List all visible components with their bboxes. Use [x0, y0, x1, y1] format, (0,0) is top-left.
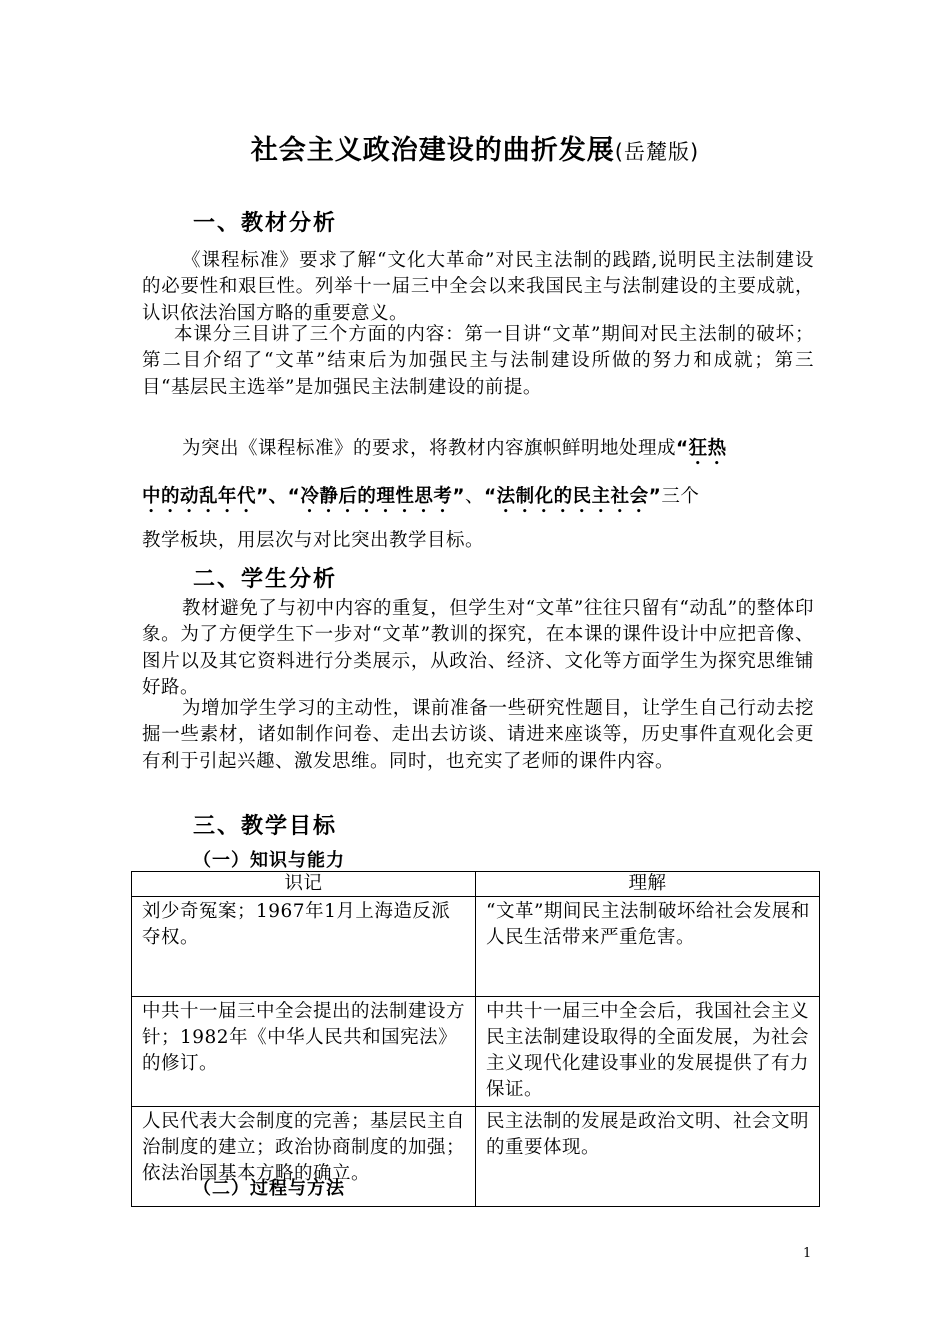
title-main: 社会主义政治建设的曲折发展 — [250, 135, 615, 166]
table-row — [132, 897, 820, 997]
section-heading-students: 二、学生分析 — [193, 567, 338, 592]
materials-paragraph-3-line-2 — [142, 482, 699, 517]
materials-paragraph-3-line-1 — [182, 434, 727, 469]
table-header-memorize: 识记 — [132, 872, 476, 897]
students-paragraph-2: 为增加学生学习的主动性，课前准备一些研究性题目，让学生自己行动去挖掘一些素材，诸如制作问卷、走出去访谈、请进来座谈等，历史事件直观化会更有利于引起兴趣、激发思维。同时，也充实了老师的课件内容。 — [142, 698, 814, 772]
students-paragraph-1: 教材避免了与初中内容的重复，但学生对“文革”往往只留有“动乱”的整体印象。为了方便学生下一步对“文革”教训的探究，在本课的课件设计中应把音像、图片以及其它资料进行分类展示，从政治、经济、文化等方面学生为探究思维铺好路。 — [142, 598, 814, 698]
table-cell: 中共十一届三中全会提出的法制建设方针；1982年《中华人民共和国宪法》的修订。 — [132, 997, 476, 1107]
materials-paragraph-3-line-3: 教学板块，用层次与对比突出教学目标。 — [142, 530, 485, 551]
p3-emph-4: “法制化的民主社会” — [484, 486, 662, 507]
table-row — [132, 997, 820, 1107]
document-title — [0, 128, 950, 167]
materials-paragraph-2: 本课分三目讲了三个方面的内容：第一目讲“文革”期间对民主法制的破坏；第二目介绍了“文革”结束后为加强民主与法制建设所做的努力和成就；第三目“基层民主选举”是加强民主法制建设的前提。 — [142, 324, 814, 398]
table-cell: 中共十一届三中全会后，我国社会主义民主法制建设取得的全面发展，为社会主义现代化建设事业的发展提供了有力保证。 — [476, 997, 820, 1107]
table-header-row — [132, 872, 820, 897]
p3-emph-3: “冷静后的理性思考” — [287, 486, 465, 507]
page-number: 1 — [803, 1246, 812, 1261]
p3-emph-1: “狂热 — [676, 438, 727, 459]
objectives-table — [131, 871, 820, 1207]
table-cell: “文革”期间民主法制破坏给社会发展和人民生活带来严重危害。 — [476, 897, 820, 997]
materials-paragraph-1: 《课程标准》要求了解“文化大革命”对民主法制的践踏,说明民主法制建设的必要性和艰巨性。列举十一届三中全会以来我国民主与法制建设的主要成就，认识依法治国方略的重要意义。 — [142, 250, 814, 324]
title-edition: (岳麓版) — [614, 140, 700, 164]
p3-text: 为突出《课程标准》的要求，将教材内容旗帜鲜明地处理成 — [182, 438, 677, 459]
subheading-knowledge-ability: （一）知识与能力 — [193, 850, 345, 871]
table-header-understand: 理解 — [476, 872, 820, 897]
p3-emph-2: 中的动乱年代”、 — [142, 486, 288, 507]
table-cell: 人民代表大会制度的完善；基层民主自治制度的建立；政治协商制度的加强；依法治国基本方略的确立。 — [132, 1107, 476, 1207]
table-cell: 民主法制的发展是政治文明、社会文明的重要体现。 — [476, 1107, 820, 1207]
p3-tail: 三个 — [661, 486, 700, 507]
section-heading-materials: 一、教材分析 — [193, 211, 338, 236]
table-cell: 刘少奇冤案；1967年1月上海造反派夺权。 — [132, 897, 476, 997]
section-heading-objectives: 三、教学目标 — [193, 814, 338, 839]
subheading-process-method: （二）过程与方法 — [193, 1178, 345, 1199]
p3-separator: 、 — [465, 486, 485, 507]
